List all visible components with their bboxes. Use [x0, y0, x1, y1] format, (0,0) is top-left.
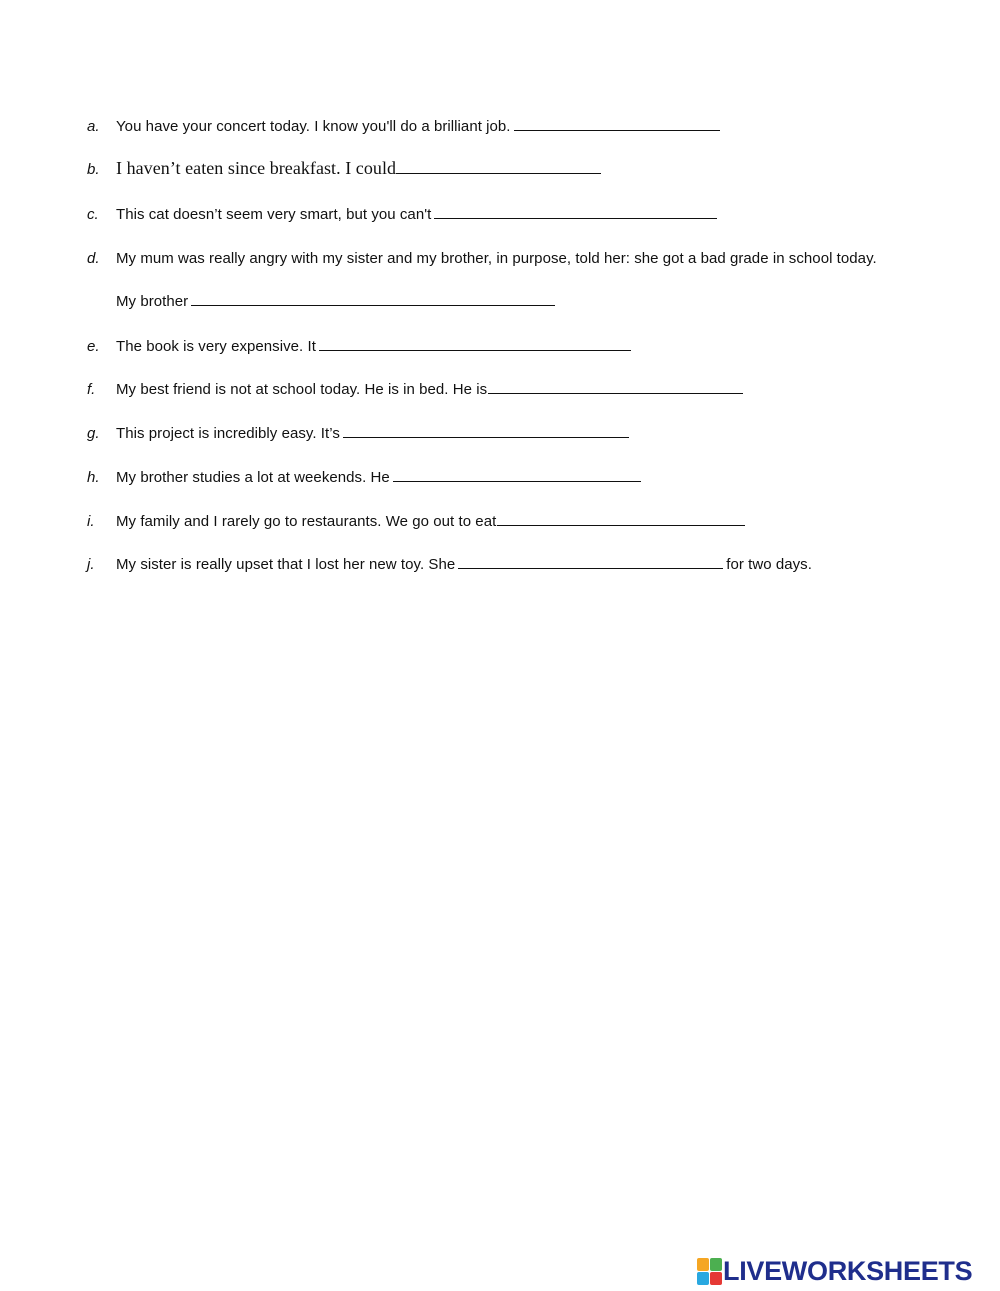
exercise-d-answer [0, 290, 1000, 314]
exercise-a [0, 115, 1000, 139]
exercise-text [116, 422, 632, 446]
exercise-sentence: This cat doesn’t seem very smart, but you can't [116, 206, 432, 223]
exercise-j [0, 553, 1000, 577]
exercise-letter: f. [87, 381, 96, 398]
exercise-letter: e. [87, 338, 100, 355]
exercise-b [0, 158, 1000, 182]
liveworksheets-logo [697, 1256, 972, 1286]
exercise-letter: a. [87, 118, 100, 135]
exercise-letter: j. [87, 556, 95, 573]
answer-blank-d[interactable] [191, 291, 555, 306]
exercise-text [116, 290, 558, 314]
exercise-text [116, 510, 748, 534]
liveworksheets-logo-text: LIVEWORKSHEETS [723, 1256, 973, 1286]
answer-blank-f[interactable] [488, 379, 743, 394]
exercise-text [116, 156, 604, 180]
exercise-sentence-end: for two days. [726, 556, 812, 573]
answer-blank-g[interactable] [343, 423, 629, 438]
exercise-d [0, 247, 1000, 271]
exercise-letter: c. [87, 206, 99, 223]
exercise-i [0, 510, 1000, 534]
liveworksheets-logo-icon [697, 1258, 721, 1284]
answer-blank-a[interactable] [514, 116, 720, 131]
logo-tile [697, 1258, 709, 1271]
exercise-sentence: My brother studies a lot at weekends. He [116, 469, 390, 486]
exercise-text [116, 203, 720, 227]
exercise-letter: h. [87, 469, 100, 486]
exercise-g [0, 422, 1000, 446]
answer-blank-j[interactable] [458, 554, 723, 569]
exercise-sentence: My family and I rarely go to restaurants. We go out to eat [116, 513, 497, 530]
exercise-letter: i. [87, 513, 95, 530]
exercise-e [0, 335, 1000, 359]
answer-blank-c[interactable] [434, 204, 717, 219]
exercise-h [0, 466, 1000, 490]
answer-blank-e[interactable] [319, 336, 631, 351]
exercise-text [116, 466, 644, 490]
logo-tile [697, 1272, 709, 1285]
exercise-sentence: My brother [116, 293, 189, 310]
exercise-text [116, 553, 812, 577]
exercise-letter: b. [87, 161, 100, 178]
exercise-sentence: This project is incredibly easy. It’s [116, 425, 340, 442]
exercise-sentence: You have your concert today. I know you'll do a brilliant job. [116, 118, 511, 135]
answer-blank-b[interactable] [396, 157, 601, 174]
exercise-text [116, 335, 634, 359]
logo-tile [710, 1272, 722, 1285]
exercise-text [116, 378, 746, 402]
exercise-letter: g. [87, 425, 100, 442]
exercise-letter: d. [87, 250, 100, 267]
exercise-text: My mum was really angry with my sister and my brother, in purpose, told her: she got a bad grade in school today. [116, 250, 877, 267]
exercise-sentence: The book is very expensive. It [116, 338, 316, 355]
logo-tile [710, 1258, 722, 1271]
exercise-sentence: I haven’t eaten since breakfast. I could [116, 158, 397, 178]
exercise-c [0, 203, 1000, 227]
exercise-sentence: My sister is really upset that I lost her new toy. She [116, 556, 456, 573]
answer-blank-h[interactable] [393, 467, 641, 482]
answer-blank-i[interactable] [497, 511, 745, 526]
exercise-f [0, 378, 1000, 402]
exercise-sentence: My best friend is not at school today. He is in bed. He is [116, 381, 488, 398]
exercise-text [116, 115, 723, 139]
